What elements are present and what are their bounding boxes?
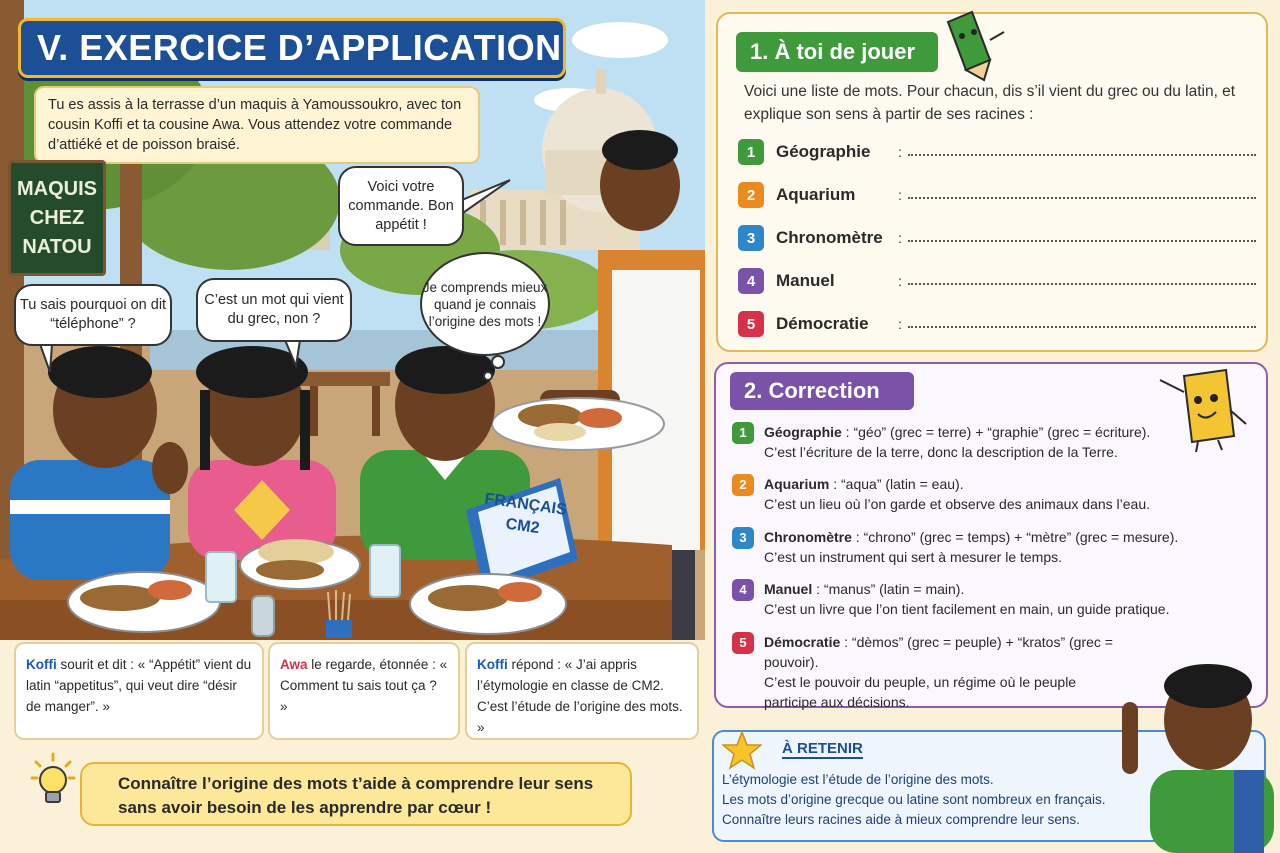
correction-card (714, 362, 1268, 708)
bubble-text: Je comprends mieux quand je connais l’origine des mots ! (422, 279, 548, 329)
dialogue-box-2 (268, 642, 460, 740)
correction-roots: : “chrono” (grec = temps) + “mètre” (grec = mesure). (851, 529, 1179, 545)
textbook-title: FRANÇAIS (483, 490, 568, 519)
number-badge: 3 (738, 225, 764, 251)
separator: : (898, 273, 902, 289)
separator: : (898, 316, 902, 332)
retenir-line: Connaître leurs racines aide à mieux comprendre leur sens. (722, 812, 1080, 827)
number-badge: 5 (738, 311, 764, 337)
correction-word: Manuel (764, 581, 813, 597)
bubble-text: C’est un mot qui vient du grec, non ? (204, 292, 344, 327)
correction-meaning: C’est un lieu où l’on garde et observe des animaux dans l’eau. (764, 496, 1151, 512)
speaker-name: Koffi (26, 657, 57, 672)
number-badge: 5 (732, 632, 754, 654)
dialogue-text: le regarde, étonnée : « Comment tu sais tout ça ? » (280, 657, 448, 714)
dialogue-text: répond : « J’ai appris l’étymologie en classe de CM2. C’est l’étude de l’origine des mots. » (477, 657, 683, 735)
separator: : (898, 230, 902, 246)
correction-word: Géographie (764, 424, 842, 440)
answer-line[interactable] (898, 187, 1256, 203)
correction-item (732, 632, 1132, 712)
correction-word: Démocratie (764, 634, 841, 650)
correction-roots: : “aqua” (latin = eau). (829, 476, 964, 492)
title-banner (18, 18, 566, 78)
dialogue-box-1 (14, 642, 264, 740)
correction-roots: : “géo” (grec = terre) + “graphie” (grec = écriture). (841, 424, 1151, 440)
number-badge: 4 (732, 579, 754, 601)
retenir-line: L’étymologie est l’étude de l’origine des mots. (722, 772, 994, 787)
retenir-card (712, 730, 1266, 842)
sign-line-2: CHEZ (29, 206, 85, 229)
dialogue-box-3 (465, 642, 699, 740)
exercise-card (716, 12, 1268, 352)
answer-line[interactable] (898, 230, 1256, 246)
lightbulb-icon (30, 752, 76, 810)
thought-bubble-origine (420, 252, 550, 356)
number-badge: 4 (738, 268, 764, 294)
number-badge: 2 (738, 182, 764, 208)
correction-heading: 2. Correction (730, 372, 914, 410)
exercise-heading: 1. À toi de jouer (736, 32, 938, 72)
separator: : (898, 187, 902, 203)
separator: : (898, 144, 902, 160)
dialogue-text: sourit et dit : « “Appétit” vient du latin “appetitus”, qui veut dire “désir de manger”. » (26, 657, 252, 714)
maquis-sign (8, 160, 106, 276)
correction-word: Chronomètre (764, 529, 852, 545)
tip-box: Connaître l’origine des mots t’aide à comprendre leur sens sans avoir besoin de les apprendre par cœur ! (80, 762, 632, 826)
answer-line[interactable] (898, 316, 1256, 332)
word-label: Démocratie (776, 314, 869, 333)
retenir-heading: À RETENIR (782, 740, 863, 757)
bubble-text: Tu sais pourquoi on dit “téléphone” ? (19, 297, 167, 332)
correction-meaning: C’est l’écriture de la terre, donc la description de la Terre. (764, 444, 1118, 460)
exercise-instruction: Voici une liste de mots. Pour chacun, dis s’il vient du grec ou du latin, et explique son sens à partir de ses racines : (744, 83, 1236, 123)
speech-bubble-telephone (14, 284, 172, 346)
speaker-name: Koffi (477, 657, 508, 672)
number-badge: 2 (732, 474, 754, 496)
answer-line[interactable] (898, 273, 1256, 289)
word-row (738, 267, 1256, 295)
correction-item (732, 422, 1252, 462)
number-badge: 3 (732, 527, 754, 549)
intro-text: Tu es assis à la terrasse d’un maquis à Yamoussoukro, avec ton cousin Koffi et ta cousine Awa. Vous attendez votre commande d’attiéké et de poisson braisé. (34, 86, 480, 164)
correction-meaning: C’est un livre que l’on tient facilement en main, un guide pratique. (764, 601, 1170, 617)
word-label: Chronomètre (776, 228, 883, 247)
word-row (738, 224, 1256, 252)
correction-roots: : “dèmos” (grec = peuple) + “kratos” (grec = pouvoir). (764, 634, 1113, 670)
correction-roots: : “manus” (latin = main). (812, 581, 965, 597)
correction-item (732, 527, 1252, 567)
correction-meaning: C’est le pouvoir du peuple, un régime où le peuple participe aux décisions. (764, 674, 1077, 710)
correction-meaning: C’est un instrument qui sert à mesurer le temps. (764, 549, 1063, 565)
correction-word: Aquarium (764, 476, 830, 492)
speech-bubble-waiter (338, 166, 464, 246)
sign-line-3: NATOU (22, 235, 92, 258)
retenir-line: Les mots d’origine grecque ou latine sont nombreux en français. (722, 792, 1106, 807)
sign-line-1: MAQUIS (17, 177, 97, 200)
word-label: Géographie (776, 142, 871, 161)
word-row (738, 138, 1256, 166)
word-row (738, 181, 1256, 209)
word-label: Aquarium (776, 185, 856, 204)
correction-item (732, 579, 1252, 619)
word-row (738, 310, 1256, 338)
page-title: V. EXERCICE D’APPLICATION (37, 27, 562, 68)
answer-line[interactable] (898, 144, 1256, 160)
number-badge: 1 (732, 422, 754, 444)
speech-bubble-grec (196, 278, 352, 342)
correction-item (732, 474, 1252, 514)
speaker-name: Awa (280, 657, 308, 672)
bubble-text: Voici votre commande. Bon appétit ! (348, 178, 454, 233)
star-icon (722, 730, 762, 770)
number-badge: 1 (738, 139, 764, 165)
textbook-level: CM2 (504, 515, 541, 538)
word-label: Manuel (776, 271, 835, 290)
